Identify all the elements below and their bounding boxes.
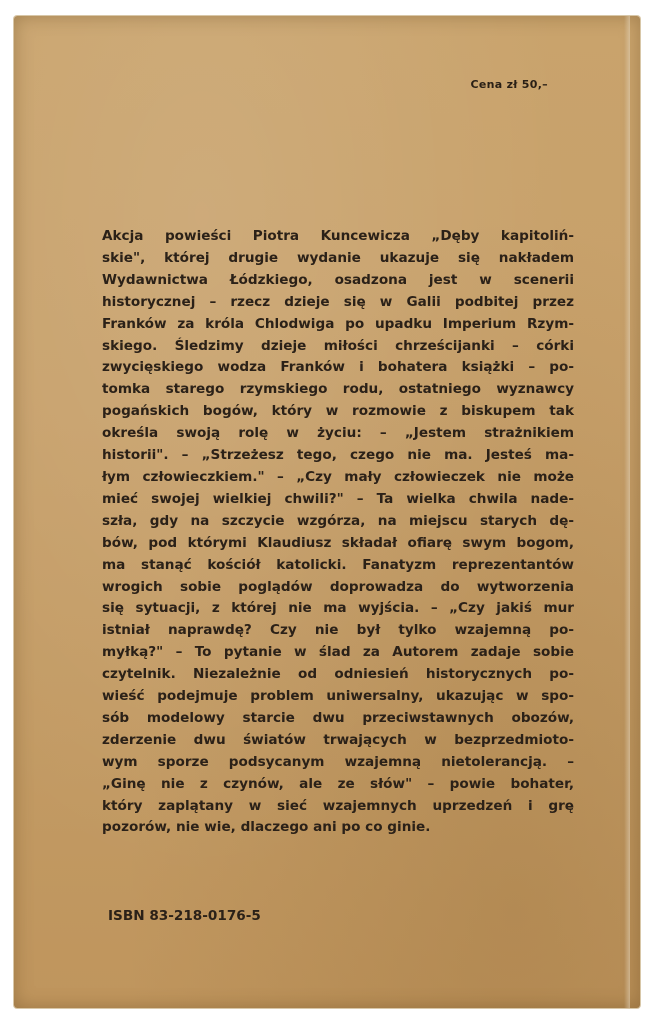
blurb-line: skiego. Śledzimy dzieje miłości chrześcijanki – córki	[102, 337, 574, 354]
blurb-line: historii". – „Strzeżesz tego, czego nie ma. Jesteś ma-	[102, 447, 574, 464]
blurb-line: „Ginę nie z czynów, ale ze słów" – powie bohater,	[102, 775, 574, 792]
blurb-line: Wydawnictwa Łódzkiego, osadzona jest w scenerii	[102, 271, 574, 288]
isbn-label: ISBN 83-218-0176-5	[108, 908, 261, 924]
blurb-line: określa swoją rolę w życiu: – „Jestem strażnikiem	[102, 425, 574, 442]
blurb-line: mieć swojej wielkiej chwili?" – Ta wielka chwila nade-	[102, 490, 574, 507]
blurb-line: się sytuacji, z której nie ma wyjścia. – „Czy jakiś mur	[102, 600, 574, 617]
blurb-line: Franków za króla Chlodwiga po upadku Imperium Rzym-	[102, 315, 574, 332]
blurb-line: tomka starego rzymskiego rodu, ostatniego wyznawcy	[102, 381, 574, 398]
blurb-line: istniał naprawdę? Czy nie był tylko wzajemną po-	[102, 622, 574, 639]
blurb-line: wieść podejmuje problem uniwersalny, ukazując w spo-	[102, 688, 574, 705]
blurb-line: łym człowieczkiem." – „Czy mały człowieczek nie może	[102, 468, 574, 485]
blurb-line: zwycięskiego wodza Franków i bohatera książki – po-	[102, 359, 574, 376]
blurb-line: pozorów, nie wie, dlaczego ani po co ginie.	[102, 819, 431, 836]
blurb-line: ma stanąć kościół katolicki. Fanatyzm reprezentantów	[102, 556, 574, 573]
blurb-line: Akcja powieści Piotra Kuncewicza „Dęby kapitoliń-	[102, 228, 574, 244]
blurb-line: zderzenie dwu światów trwających w bezprzedmioto-	[102, 731, 574, 748]
blurb-text	[102, 226, 574, 839]
blurb-line: czytelnik. Niezależnie od odniesień historycznych po-	[102, 666, 574, 683]
blurb-line: myłką?" – To pytanie w ślad za Autorem zadaje sobie	[102, 644, 574, 661]
blurb-line: pogańskich bogów, który w rozmowie z biskupem tak	[102, 403, 574, 420]
blurb-line: historycznej – rzecz dzieje się w Galii podbitej przez	[102, 293, 574, 310]
book-back-cover	[14, 16, 640, 1008]
blurb-line: który zaplątany w sieć wzajemnych uprzedzeń i grę	[102, 797, 574, 814]
blurb-line: skie", której drugie wydanie ukazuje się nakładem	[102, 249, 574, 266]
blurb-line: szła, gdy na szczycie wzgórza, na miejscu starych dę-	[102, 512, 574, 529]
blurb-line: wrogich sobie poglądów doprowadza do wytworzenia	[102, 578, 574, 595]
blurb-line: bów, pod którymi Klaudiusz składał ofiarę swym bogom,	[102, 534, 574, 551]
blurb-line: wym sporze podsycanym wzajemną nietolerancją. –	[102, 753, 574, 770]
price-label: Cena zł 50,–	[470, 78, 548, 91]
blurb-line: sób modelowy starcie dwu przeciwstawnych obozów,	[102, 709, 574, 726]
